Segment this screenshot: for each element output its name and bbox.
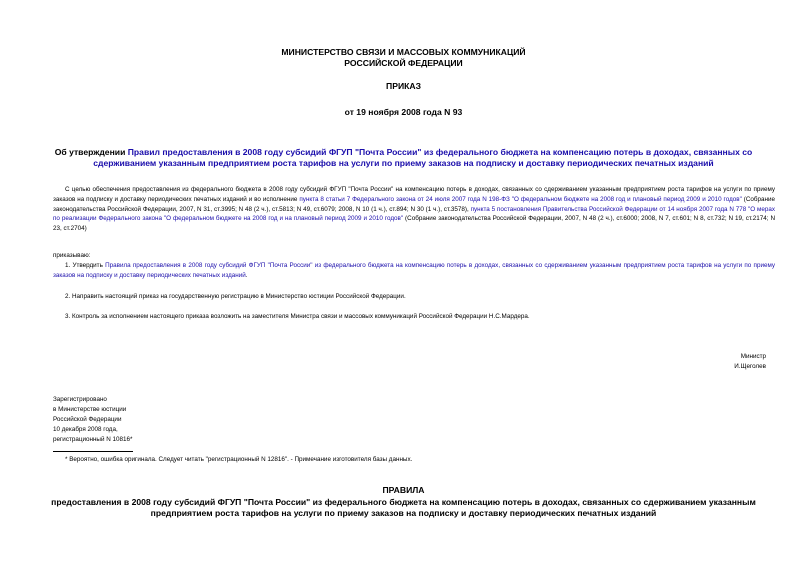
registration-line-4: 10 декабря 2008 года, xyxy=(53,426,118,433)
clause-3: 3. Контроль за исполнением настоящего приказа возложить на заместителя Министра связи и массовых коммуникаций Российской Федерации Н.С.Мардера. xyxy=(65,313,530,320)
footnote-divider xyxy=(53,451,133,452)
law-link[interactable]: пункта 8 статьи 7 Федерального закона от 24 июля 2007 года N 198-ФЗ "О федеральном бюджете на 2008 год и плановый период 2009 и 2010 годов" xyxy=(299,195,742,203)
ministry-line-1: МИНИСТЕРСТВО СВЯЗИ И МАССОВЫХ КОММУНИКАЦИЙ xyxy=(281,47,526,57)
footnote: * Вероятно, ошибка оригинала. Следует читать "регистрационный N 12816". - Примечание изготовителя базы данных. xyxy=(65,456,413,463)
p1-text-3: (Собрание законодательства Российской Федерации, 2007, N 48 (2 ч.), ст.6000; 2008, N 7, ст.601; N 8, ст.732; N 19, ст.2174; N 23, ст.2704) xyxy=(53,215,776,233)
registration-line-1: Зарегистрировано xyxy=(53,396,107,403)
registration-line-2: в Министерстве юстиции xyxy=(53,406,127,413)
p1-text-2: (Собрание законодательства Российской Федерации, 2007, N 31, ст.3995; N 48 (2 ч.), ст.5813; N 49, ст.6079; 2008, N 10 (1 ч.), ст.894; N 30 (1 ч.), ст.3578), xyxy=(53,195,775,213)
doc-title xyxy=(0,147,807,169)
rules-subtitle: предоставления в 2008 году субсидий ФГУП "Почта России" из федерального бюджета на компенсацию потерь в доходах, связанных со сдерживанием указанным предприятием роста тарифов на услуги по приему заказов на подписку и доставку периодических печатных изданий xyxy=(51,497,756,518)
order-word: приказываю: xyxy=(53,252,91,259)
decree-link[interactable]: пункта 5 постановления Правительства Российской Федерации от 14 ноября 2007 года N 778 "О мерах по реализации Федерального закона "О федеральном бюджете на 2008 год и на плановый период 2009 и 2010 годов" xyxy=(53,205,775,223)
registration-line-5: регистрационный N 10816* xyxy=(53,436,133,443)
clause-1-text: 1. Утвердить xyxy=(65,262,106,269)
ministry-line-2: РОССИЙСКОЙ ФЕДЕРАЦИИ xyxy=(344,58,463,68)
rules-heading: ПРАВИЛА xyxy=(382,485,425,495)
doc-date: от 19 ноября 2008 года N 93 xyxy=(344,107,463,117)
preamble-paragraph xyxy=(53,185,775,234)
title-link[interactable]: Правил предоставления в 2008 году субсидий ФГУП "Почта России" из федерального бюджета на компенсацию потерь в доходах, связанных со сдерживанием указанным предприятием роста тарифов на услуги по приему заказов на подписку и доставку периодических печатных изданий xyxy=(93,147,753,168)
clause-1-end: . xyxy=(245,271,248,279)
signature-block xyxy=(734,352,766,372)
clause-2: 2. Направить настоящий приказ на государственную регистрацию в Министерство юстиции Российской Федерации. xyxy=(65,293,406,300)
rules-link[interactable]: Правила предоставления в 2008 году субсидий ФГУП "Почта России" из федерального бюджета на компенсацию потерь в доходах, связанных со сдерживанием указанным предприятием роста тарифов на услуги по приему заказов на подписку и доставку периодических печатных изданий xyxy=(53,262,776,279)
p1-text-1: С целью обеспечения предоставления из федерального бюджета в 2008 году субсидий ФГУП "Почта России" на компенсацию потерь в доходах, связанных со сдерживанием указанным предприятием роста тарифов на услуги по приему заказов на подписку и доставку периодических печатных изданий и во исполнение xyxy=(53,186,775,203)
doc-type: ПРИКАЗ xyxy=(386,81,421,91)
registration-line-3: Российской Федерации xyxy=(53,416,122,423)
ministry-header xyxy=(0,47,807,69)
signature-name: И.Щеголев xyxy=(734,363,766,370)
clause-1 xyxy=(53,261,775,281)
title-prefix: Об утверждении xyxy=(54,147,128,157)
registration-block xyxy=(53,395,133,445)
signature-position: Министр xyxy=(740,353,766,360)
